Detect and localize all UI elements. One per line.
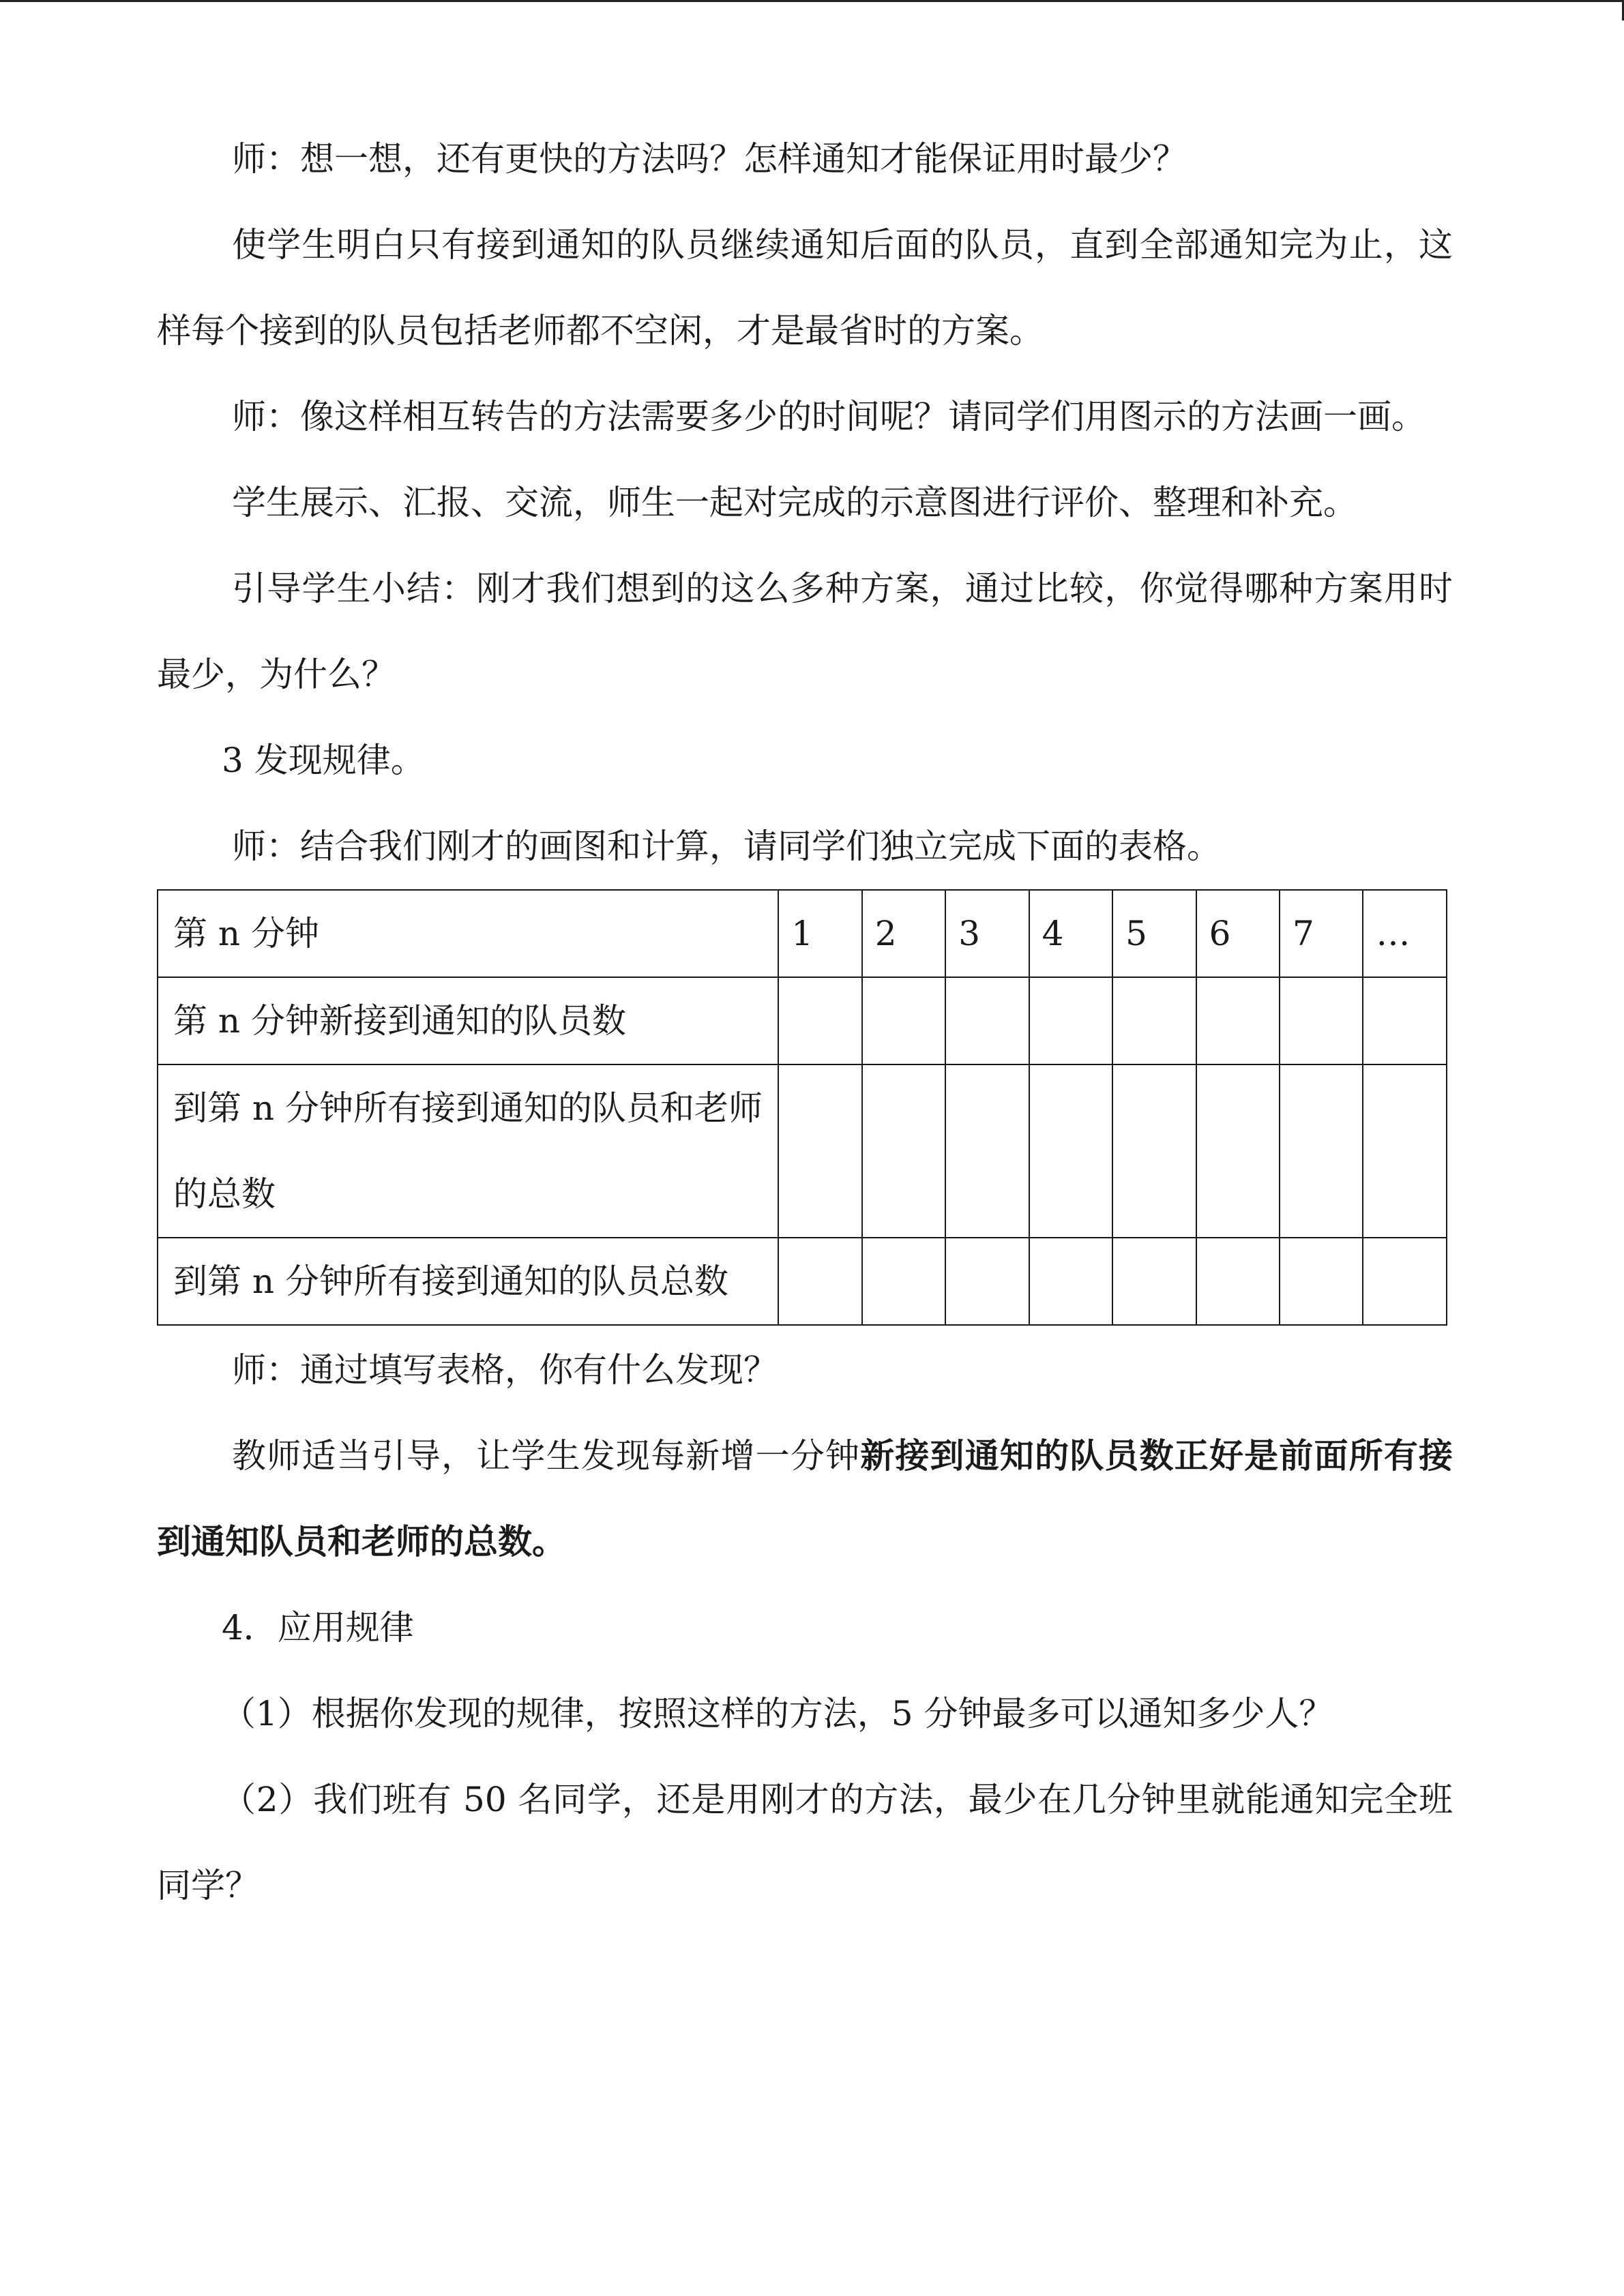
table-cell-empty xyxy=(945,1238,1029,1325)
table-row-label: 到第 n 分钟所有接到通知的队员总数 xyxy=(158,1238,778,1325)
section-heading-4: 4．应用规律 xyxy=(222,1608,414,1648)
table-header-cell: … xyxy=(1363,890,1447,977)
table-cell-empty xyxy=(1112,977,1196,1064)
document-page xyxy=(157,116,1453,1928)
paragraph-table-intro: 师：结合我们刚才的画图和计算，请同学们独立完成下面的表格。 xyxy=(232,826,1221,866)
table-header-cell: 7 xyxy=(1280,890,1363,977)
table-row-label: 第 n 分钟新接到通知的队员数 xyxy=(158,977,778,1064)
table-cell-empty xyxy=(945,1064,1029,1238)
paragraph-student-present: 学生展示、汇报、交流，师生一起对完成的示意图进行评价、整理和补充。 xyxy=(232,483,1357,522)
table-header-cell: 2 xyxy=(862,890,945,977)
paragraph-teacher-question: 师：想一想，还有更快的方法吗？怎样通知才能保证用时最少？ xyxy=(232,139,1187,179)
table-cell-empty xyxy=(1029,1238,1112,1325)
table-row xyxy=(158,1238,1447,1325)
table-cell-empty xyxy=(1280,1064,1363,1238)
table-cell-empty xyxy=(862,977,945,1064)
table-cell-empty xyxy=(1112,1064,1196,1238)
paragraph-teacher-guide xyxy=(157,1413,1453,1585)
table-cell-empty xyxy=(1280,1238,1363,1325)
table-header-row xyxy=(158,890,1447,977)
question-2: （2）我们班有 50 名同学，还是用刚才的方法，最少在几分钟里就能通知完全班同学？ xyxy=(157,1780,1453,1905)
table-cell-empty xyxy=(778,1064,861,1238)
table-cell-empty xyxy=(1363,1238,1447,1325)
table-header-cell: 1 xyxy=(778,890,861,977)
table-cell-empty xyxy=(1363,1064,1447,1238)
table-cell-empty xyxy=(1196,1238,1280,1325)
paragraph-discovery-question: 师：通过填写表格，你有什么发现？ xyxy=(232,1350,778,1390)
table-row xyxy=(158,977,1447,1064)
table-cell-empty xyxy=(1363,977,1447,1064)
page-top-border xyxy=(0,0,1624,2)
table-cell-empty xyxy=(1029,1064,1112,1238)
table-cell-empty xyxy=(1112,1238,1196,1325)
question-1: （1）根据你发现的规律，按照这样的方法，5 分钟最多可以通知多少人？ xyxy=(222,1694,1333,1733)
section-heading-3: 3 发现规律。 xyxy=(222,741,425,780)
table-header-label: 第 n 分钟 xyxy=(158,890,778,977)
table-cell-empty xyxy=(862,1064,945,1238)
paragraph-summary: 引导学生小结：刚才我们想到的这么多种方案，通过比较，你觉得哪种方案用时最少，为什么？ xyxy=(157,569,1453,694)
paragraph-teacher-draw: 师：像这样相互转告的方法需要多少的时间呢？请同学们用图示的方法画一画。 xyxy=(232,397,1426,436)
table-cell-empty xyxy=(1029,977,1112,1064)
table-header-cell: 6 xyxy=(1196,890,1280,977)
table-row xyxy=(158,1064,1447,1238)
table-cell-empty xyxy=(778,1238,861,1325)
table-cell-empty xyxy=(945,977,1029,1064)
paragraph-student-understanding: 使学生明白只有接到通知的队员继续通知后面的队员，直到全部通知完为止，这样每个接到的队员包括老师都不空闲，才是最省时的方案。 xyxy=(157,225,1453,351)
table-header-cell: 5 xyxy=(1112,890,1196,977)
table-row-label: 到第 n 分钟所有接到通知的队员和老师的总数 xyxy=(158,1064,778,1238)
table-cell-empty xyxy=(1196,977,1280,1064)
pattern-table xyxy=(157,889,1447,1326)
guide-bold-text: 新接到通知的队员数正好是前面所有接到通知队员和老师的总数。 xyxy=(157,1435,1453,1562)
table-cell-empty xyxy=(862,1238,945,1325)
table-cell-empty xyxy=(1196,1064,1280,1238)
table-cell-empty xyxy=(778,977,861,1064)
table-header-cell: 3 xyxy=(945,890,1029,977)
table-cell-empty xyxy=(1280,977,1363,1064)
guide-text: 教师适当引导，让学生发现每新增一分钟 xyxy=(232,1436,861,1476)
table-header-cell: 4 xyxy=(1029,890,1112,977)
